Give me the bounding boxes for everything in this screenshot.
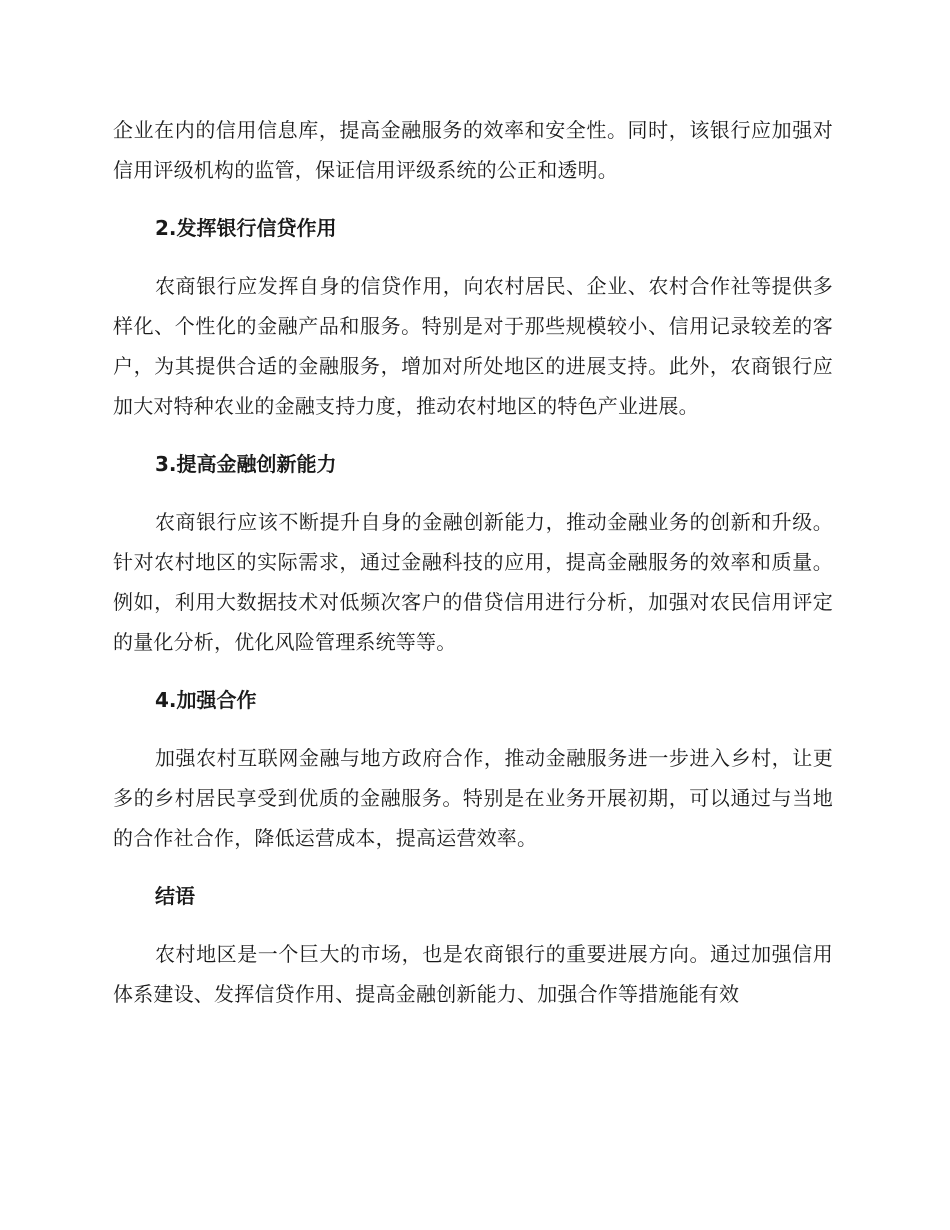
section-heading-credit-role: 2.发挥银行信贷作用 (155, 216, 337, 240)
paragraph-cooperation: 加强农村互联网金融与地方政府合作，推动金融服务进一步进入乡村，让更多的乡村居民享受到优质的金融服务。特别是在业务开展初期，可以通过与当地的合作社合作，降低运营成本，提高运营效率。 (113, 746, 833, 850)
section-heading-conclusion: 结语 (155, 884, 195, 908)
paragraph-credit-database: 企业在内的信用信息库，提高金融服务的效率和安全性。同时，该银行应加强对信用评级机构的监管，保证信用评级系统的公正和透明。 (113, 118, 833, 182)
paragraph-credit-role: 农商银行应发挥自身的信贷作用，向农村居民、企业、农村合作社等提供多样化、个性化的金融产品和服务。特别是对于那些规模较小、信用记录较差的客户，为其提供合适的金融服务，增加对所处地区的进展支持。此外，农商银行应加大对特种农业的金融支持力度，推动农村地区的特色产业进展。 (113, 274, 833, 418)
section-heading-innovation: 3.提高金融创新能力 (155, 452, 337, 476)
paragraph-innovation: 农商银行应该不断提升自身的金融创新能力，推动金融业务的创新和升级。针对农村地区的实际需求，通过金融科技的应用，提高金融服务的效率和质量。例如，利用大数据技术对低频次客户的借贷信用进行分析，加强对农民信用评定的量化分析，优化风险管理系统等等。 (113, 510, 833, 654)
section-heading-cooperation: 4.加强合作 (155, 688, 257, 712)
document-body (113, 110, 833, 1014)
paragraph-conclusion: 农村地区是一个巨大的市场，也是农商银行的重要进展方向。通过加强信用体系建设、发挥信贷作用、提高金融创新能力、加强合作等措施能有效 (113, 942, 833, 1006)
